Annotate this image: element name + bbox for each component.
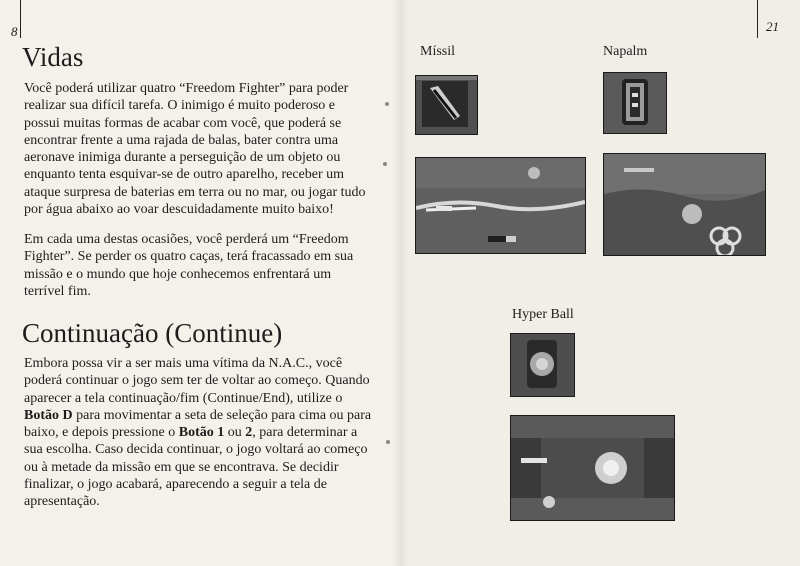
- hyper-ball-gameplay-screenshot: [510, 415, 675, 521]
- left-page-number: 8: [11, 24, 18, 39]
- left-margin-line: [20, 0, 21, 38]
- continuacao-text-c: ou: [224, 425, 246, 441]
- missil-label: Míssil: [420, 44, 456, 59]
- continuacao-text-d: , para determinar a sua escolha. Caso decida continuar, o jogo voltará ao começo ou à metade da missão em que se encontrava. Se decidir finalizar, o jogo acabará, aparecendo a seguir a tela de apresentação.: [24, 425, 368, 510]
- botao-1-label: Botão 1: [178, 425, 225, 441]
- hyper-ball-icon-screenshot: [510, 333, 575, 397]
- right-page-number: 21: [766, 19, 779, 34]
- continuacao-text-a: Embora possa vir a ser mais uma vítima da N.A.C., você poderá continuar o jogo sem ter de voltar ao começo. Quando aparecer a tela continuação/fim (Continue/End), utilize o: [24, 356, 370, 406]
- scan-speck: [385, 102, 389, 106]
- continuacao-paragraph: [24, 355, 374, 511]
- missil-gameplay-screenshot: [415, 157, 586, 254]
- vidas-heading: Vidas: [22, 42, 84, 72]
- continuacao-text-b: para movimentar a seta de seleção para cima ou para baixo, e depois pressione o: [24, 407, 372, 441]
- vidas-paragraph-1: Você poderá utilizar quatro “Freedom Fighter” para poder realizar sua difícil tarefa. O inimigo é muito poderoso e possui muitas formas de acabar com você, que poderá se encontrar frente a uma rajada de balas, bater contra uma aeronave inimiga durante a perseguição de um objeto ou enquanto tenta esquivar-se de outro aparelho, receber um ataque surpresa de baterias em terra ou no mar, ou jogar tudo por água abaixo ao voar descuidadamente muito baixo!: [24, 81, 366, 218]
- scan-speck: [386, 440, 390, 444]
- napalm-label: Napalm: [603, 44, 648, 59]
- napalm-gameplay-screenshot: [603, 153, 766, 256]
- hyper-ball-label: Hyper Ball: [512, 307, 574, 322]
- missil-icon-screenshot: [415, 75, 478, 135]
- right-margin-line: [757, 0, 758, 38]
- vidas-paragraph-2: Em cada uma destas ocasiões, você perderá um “Freedom Fighter”. Se perder os quatro caças, terá fracassado em sua missão e o mundo que hoje conhecemos enfrentará um terrível fim.: [24, 232, 354, 299]
- botao-2-label: 2: [245, 425, 253, 441]
- book-gutter: [392, 0, 408, 566]
- napalm-icon-screenshot: [603, 72, 667, 134]
- continuacao-heading: Continuação (Continue): [22, 318, 283, 348]
- botao-d-label: Botão D: [24, 407, 73, 423]
- scan-speck: [383, 162, 387, 166]
